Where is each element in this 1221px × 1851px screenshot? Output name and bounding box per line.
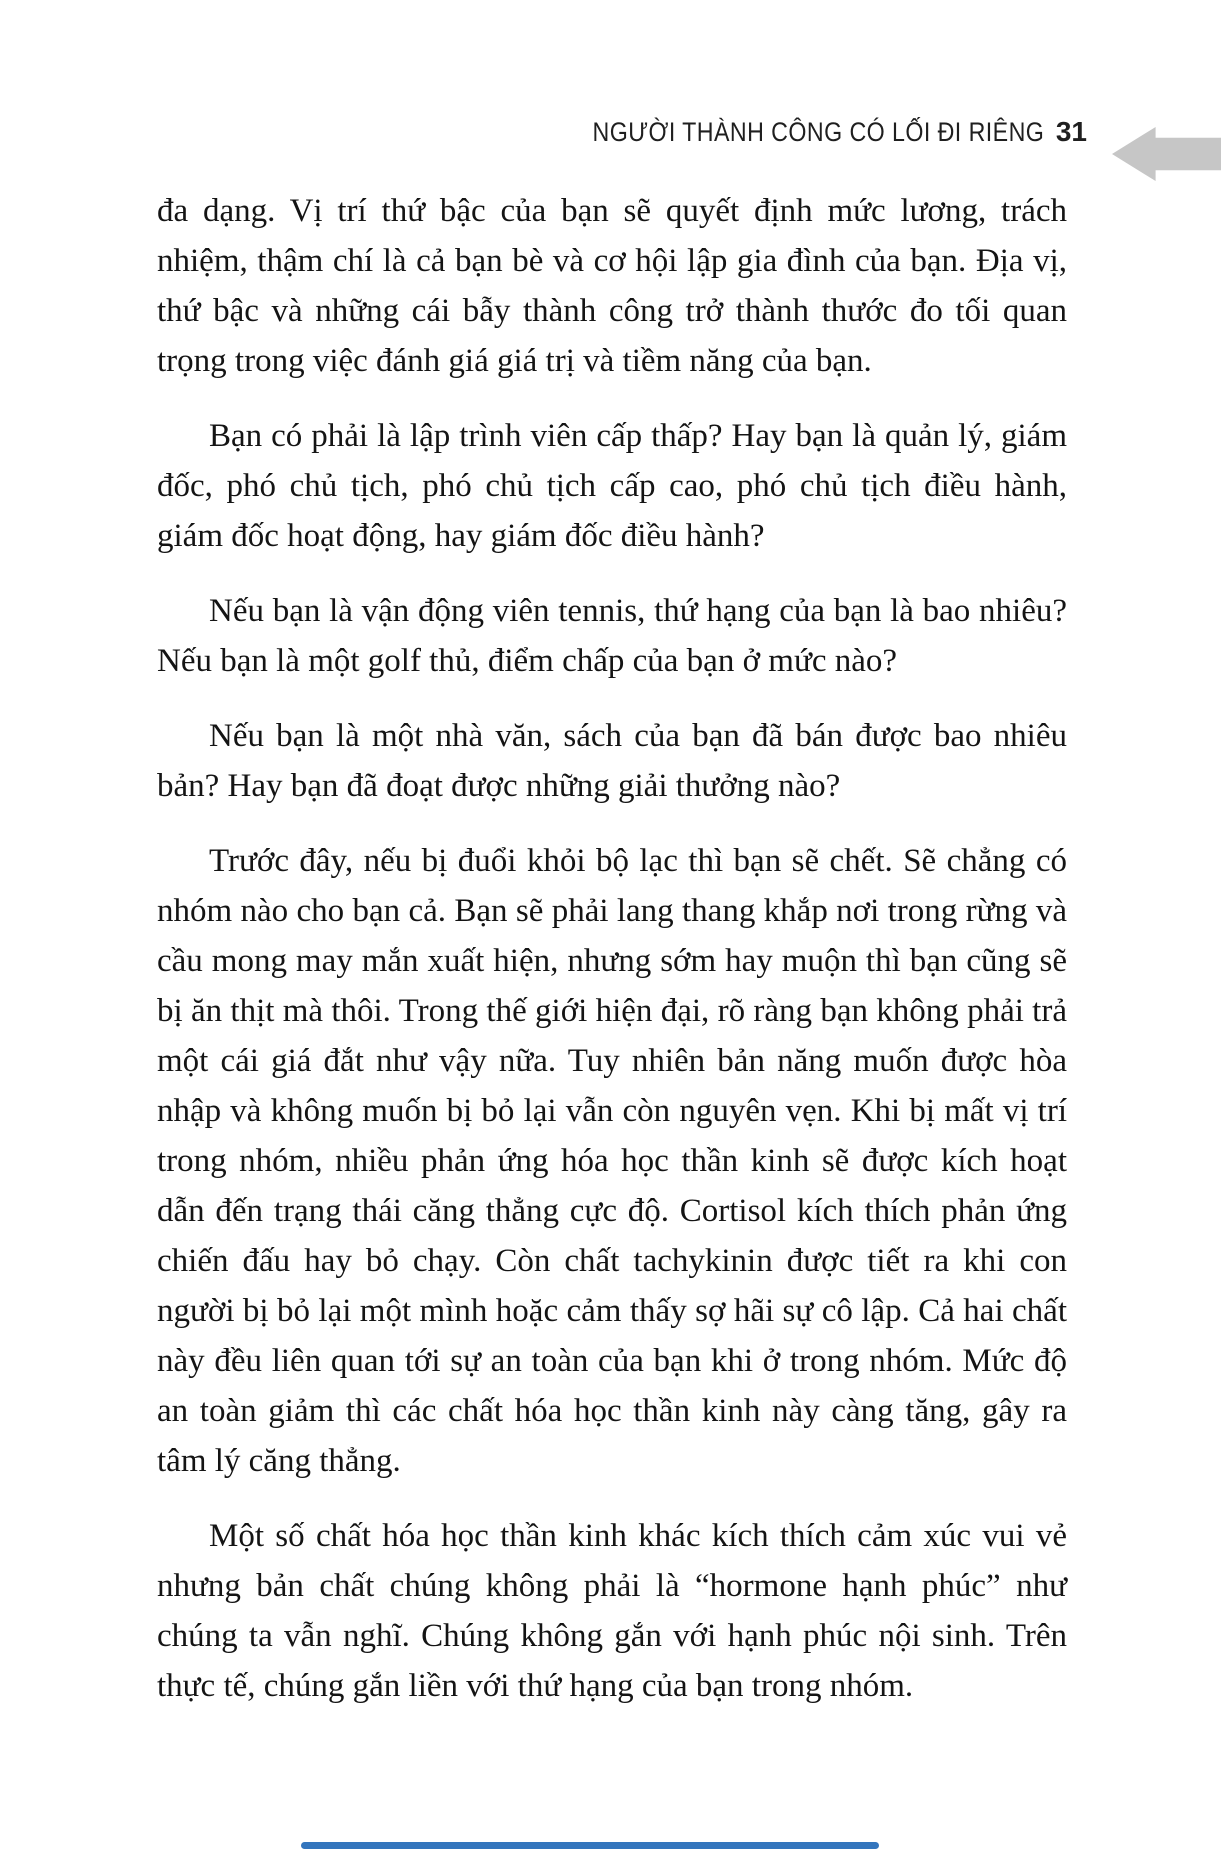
page-number: 31 [1055,116,1087,147]
body-paragraph: Một số chất hóa học thần kinh khác kích thích cảm xúc vui vẻ nhưng bản chất chúng không phải là “hormone hạnh phúc” như chúng ta vẫn nghĩ. Chúng không gắn với hạnh phúc nội sinh. Trên thực tế, chúng gắn liền với thứ hạng của bạn trong nhóm. [157,1518,1067,1704]
running-title: NGƯỜI THÀNH CÔNG CÓ LỐI ĐI RIÊNG [592,117,1044,147]
page-body-text [157,186,1067,1711]
body-paragraph: Bạn có phải là lập trình viên cấp thấp? Hay bạn là quản lý, giám đốc, phó chủ tịch, phó chủ tịch cấp cao, phó chủ tịch điều hành, giám đốc hoạt động, hay giám đốc điều hành? [157,418,1067,554]
body-paragraph: đa dạng. Vị trí thứ bậc của bạn sẽ quyết định mức lương, trách nhiệm, thậm chí là cả bạn bè và cơ hội lập gia đình của bạn. Địa vị, thứ bậc và những cái bẫy thành công trở thành thước đo tối quan trọng trong việc đánh giá giá trị và tiềm năng của bạn. [157,193,1067,379]
page-header [157,116,1087,148]
body-paragraph: Nếu bạn là một nhà văn, sách của bạn đã bán được bao nhiêu bản? Hay bạn đã đoạt được những giải thưởng nào? [157,718,1067,804]
body-paragraph: Nếu bạn là vận động viên tennis, thứ hạng của bạn là bao nhiêu? Nếu bạn là một golf thủ, điểm chấp của bạn ở mức nào? [157,593,1067,679]
body-paragraph: Trước đây, nếu bị đuổi khỏi bộ lạc thì bạn sẽ chết. Sẽ chẳng có nhóm nào cho bạn cả. Bạn sẽ phải lang thang khắp nơi trong rừng và cầu mong may mắn xuất hiện, nhưng sớm hay muộn thì bạn cũng sẽ bị ăn thịt mà thôi. Trong thế giới hiện đại, rõ ràng bạn không phải trả một cái giá đắt như vậy nữa. Tuy nhiên bản năng muốn được hòa nhập và không muốn bị bỏ lại vẫn còn nguyên vẹn. Khi bị mất vị trí trong nhóm, nhiều phản ứng hóa học thần kinh sẽ được kích hoạt dẫn đến trạng thái căng thẳng cực độ. Cortisol kích thích phản ứng chiến đấu hay bỏ chạy. Còn chất tachykinin được tiết ra khi con người bị bỏ lại một mình hoặc cảm thấy sợ hãi sự cô lập. Cả hai chất này đều liên quan tới sự an toàn của bạn khi ở trong nhóm. Mức độ an toàn giảm thì các chất hóa học thần kinh này càng tăng, gây ra tâm lý căng thẳng. [157,843,1067,1479]
reading-progress-bar [301,1842,879,1849]
left-arrow-icon [1112,127,1221,181]
